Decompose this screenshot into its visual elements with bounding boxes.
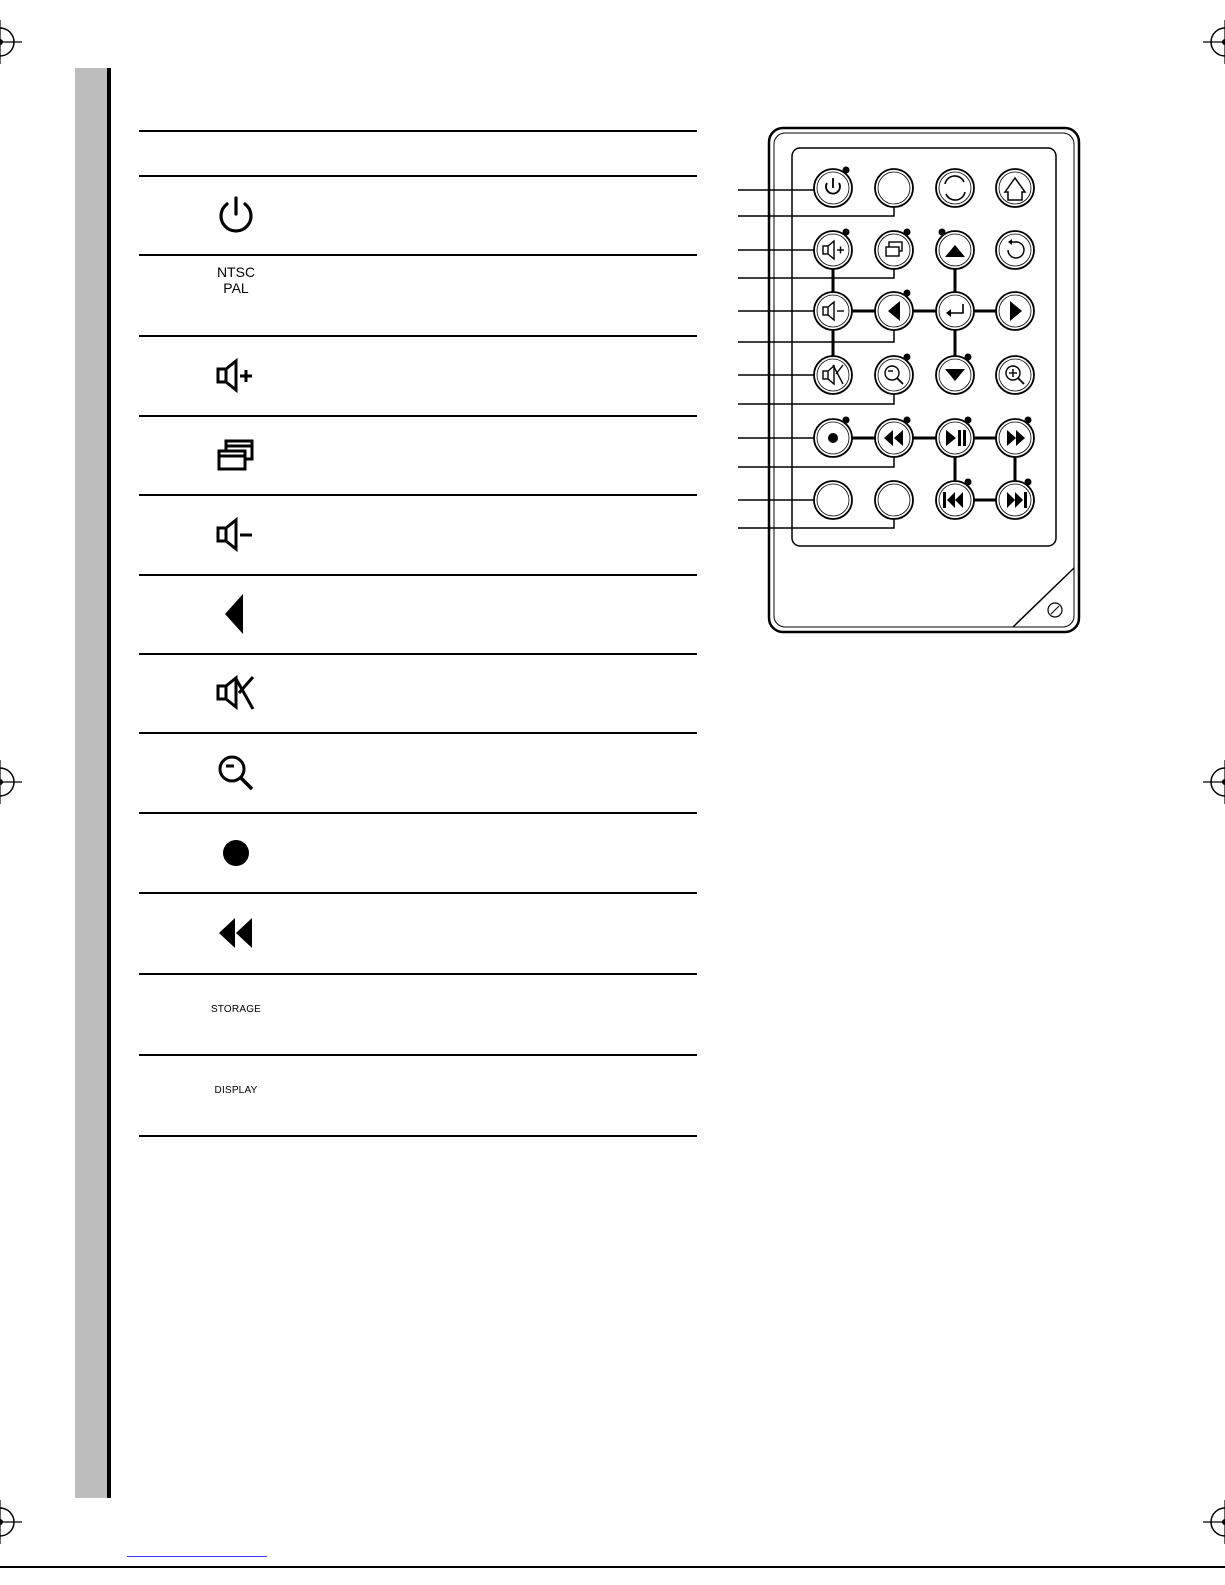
record-dot-icon [221, 838, 251, 868]
table-row [205, 656, 267, 730]
table-rule [139, 732, 697, 734]
windows-icon [216, 437, 256, 473]
mute-icon [215, 673, 257, 713]
ntsc-pal-label [217, 264, 255, 296]
display-label: DISPLAY [214, 1084, 258, 1096]
table-rule [139, 1135, 697, 1137]
margin-rule [107, 68, 111, 1498]
footer-link-underline [127, 1556, 267, 1557]
table-row [205, 257, 267, 333]
volume-down-icon [215, 517, 257, 553]
registration-mark-icon [0, 760, 22, 804]
registration-mark-icon [0, 1500, 22, 1544]
table-row [205, 815, 267, 890]
table-row [205, 178, 267, 252]
registration-mark-icon [1203, 760, 1225, 804]
table-rule [139, 415, 697, 417]
registration-mark-icon [1203, 1500, 1225, 1544]
table-rule [139, 1054, 697, 1056]
remote-control-illustration [712, 120, 1092, 640]
table-rule [139, 335, 697, 337]
power-icon [216, 195, 256, 235]
table-rule [139, 254, 697, 256]
page-bottom-rule [0, 1566, 1225, 1568]
table-rule [139, 175, 697, 177]
margin-bar [75, 68, 107, 1498]
ntsc-text: NTSC [216, 264, 256, 280]
left-arrow-icon [221, 592, 251, 636]
table-row [205, 418, 267, 492]
table-rule [139, 653, 697, 655]
table-rule [139, 130, 697, 132]
table-row [205, 497, 267, 572]
table-row [205, 735, 267, 810]
table-rule [139, 812, 697, 814]
pal-text: PAL [223, 280, 249, 296]
rewind-icon [216, 916, 256, 950]
table-row [205, 976, 267, 1052]
table-row [205, 577, 267, 651]
table-rule [139, 973, 697, 975]
zoom-out-icon [216, 753, 256, 793]
registration-mark-icon [1203, 20, 1225, 64]
table-rule [139, 574, 697, 576]
table-row [205, 338, 267, 413]
registration-mark-icon [0, 20, 22, 64]
storage-label: STORAGE [210, 1003, 262, 1015]
volume-up-icon [215, 358, 257, 394]
table-row [205, 895, 267, 971]
table-rule [139, 892, 697, 894]
table-rule [139, 494, 697, 496]
table-row [205, 1057, 267, 1133]
